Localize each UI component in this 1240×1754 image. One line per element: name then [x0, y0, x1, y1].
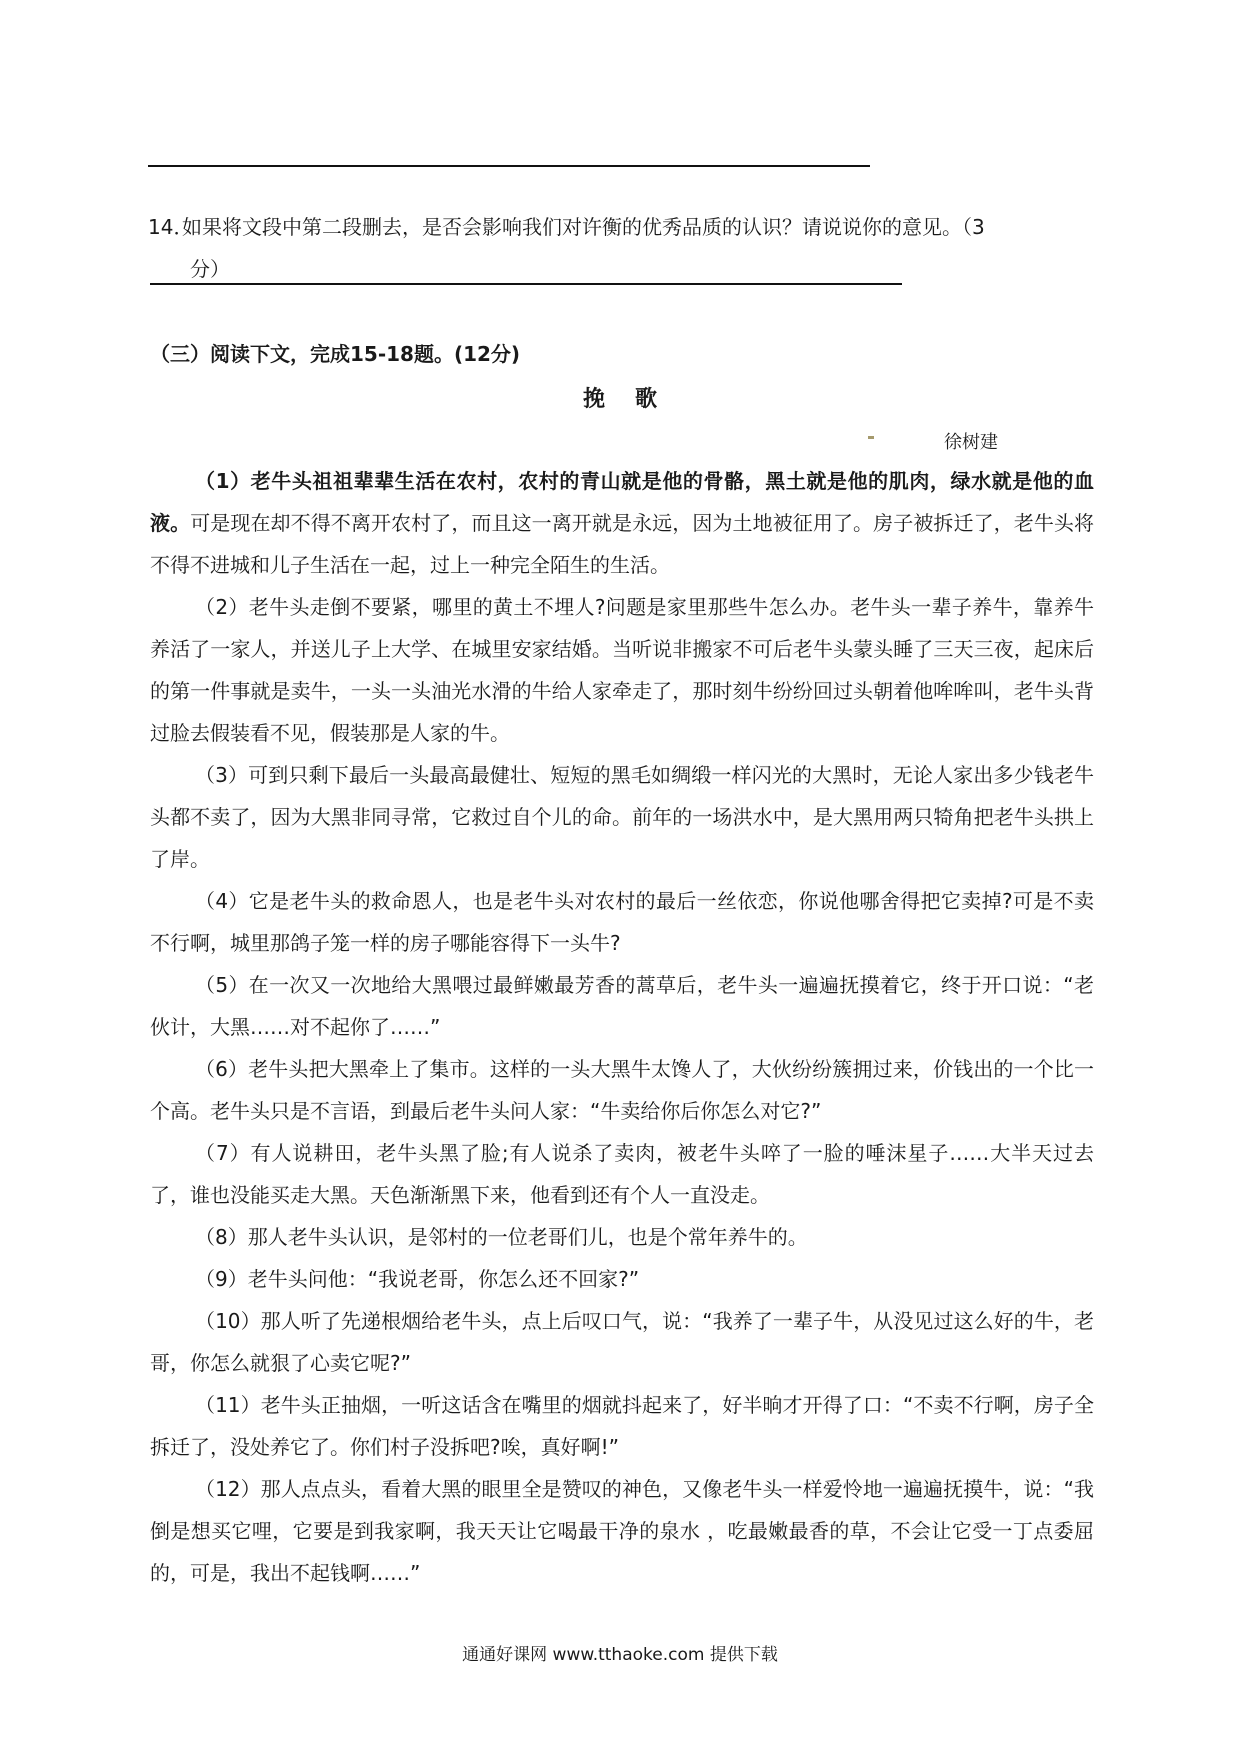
paragraph-8: （8）那人老牛头认识，是邻村的一位老哥们儿，也是个常年养牛的。	[195, 1225, 808, 1249]
paragraph-7: （7）有人说耕田，老牛头黑了脸;有人说杀了卖肉，被老牛头啐了一脸的唾沫星子……大半天过去了，谁也没能买走大黑。天色渐渐黑下来，他看到还有个人一直没走。	[150, 1141, 1094, 1207]
paragraph-5: （5）在一次又一次地给大黑喂过最鲜嫩最芳香的蒿草后，老牛头一遍遍抚摸着它，终于开口说：“老伙计，大黑……对不起你了……”	[150, 973, 1094, 1039]
page-footer: 通通好课网 www.tthaoke.com 提供下载	[462, 1645, 778, 1665]
paragraph-6: （6）老牛头把大黑牵上了集市。这样的一头大黑牛太馋人了，大伙纷纷簇拥过来，价钱出的一个比一个高。老牛头只是不言语，到最后老牛头问人家：“牛卖给你后你怎么对它?”	[150, 1057, 1094, 1123]
article-body	[150, 460, 1094, 1594]
paragraph-12: （12）那人点点头，看着大黑的眼里全是赞叹的神色，又像老牛头一样爱怜地一遍遍抚摸牛，说：“我倒是想买它哩，它要是到我家啊，我天天让它喝最干净的泉水 ，吃最嫩最香的草，不会让它受一丁点委屈的，可是，我出不起钱啊……”	[150, 1477, 1094, 1585]
section-heading: （三）阅读下文，完成15-18题。(12分)	[150, 342, 521, 366]
paragraph-1-bold: （1）老牛头祖祖辈辈生活在农村，农村的青山就是他的骨骼，黑土就是他的肌肉，绿水就是他的血液。	[150, 469, 1094, 535]
paragraph-3: （3）可到只剩下最后一头最高最健壮、短短的黑毛如绸缎一样闪光的大黑时，无论人家出多少钱老牛头都不卖了，因为大黑非同寻常，它救过自个儿的命。前年的一场洪水中，是大黑用两只犄角把老牛头拱上了岸。	[150, 763, 1094, 871]
paragraph-1-text: 可是现在却不得不离开农村了，而且这一离开就是永远，因为土地被征用了。房子被拆迁了，老牛头将不得不进城和儿子生活在一起，过上一种完全陌生的生活。	[150, 511, 1095, 577]
paragraph-11: （11）老牛头正抽烟，一听这话含在嘴里的烟就抖起来了，好半晌才开得了口：“不卖不行啊，房子全拆迁了，没处养它了。你们村子没拆吧?唉，真好啊!”	[150, 1393, 1094, 1459]
paragraph-4: （4）它是老牛头的救命恩人，也是老牛头对农村的最后一丝依恋，你说他哪舍得把它卖掉?可是不卖不行啊，城里那鸽子笼一样的房子哪能容得下一头牛?	[150, 889, 1094, 955]
article-title: 挽歌	[582, 387, 687, 412]
article-author: 徐树建	[944, 432, 998, 453]
answer-line-q14	[150, 283, 902, 285]
scan-mark	[868, 436, 874, 439]
paragraph-1	[150, 460, 1094, 586]
paragraph-2: （2）老牛头走倒不要紧，哪里的黄土不埋人?问题是家里那些牛怎么办。老牛头一辈子养牛，靠养牛养活了一家人，并送儿子上大学、在城里安家结婚。当听说非搬家不可后老牛头蒙头睡了三天三夜，起床后的第一件事就是卖牛，一头一头油光水滑的牛给人家牵走了，那时刻牛纷纷回过头朝着他哞哞叫，老牛头背过脸去假装看不见，假装那是人家的牛。	[150, 595, 1094, 745]
paragraph-10: （10）那人听了先递根烟给老牛头，点上后叹口气，说：“我养了一辈子牛，从没见过这么好的牛，老哥，你怎么就狠了心卖它呢?”	[150, 1309, 1094, 1375]
paragraph-9: （9）老牛头问他：“我说老哥，你怎么还不回家?”	[195, 1267, 640, 1291]
question-text-continued: 分）	[190, 257, 230, 281]
answer-line-top	[148, 165, 870, 167]
question-number: 14．	[148, 215, 194, 239]
question-text: 如果将文段中第二段删去，是否会影响我们对许衡的优秀品质的认识？请说说你的意见。（3	[182, 215, 985, 239]
